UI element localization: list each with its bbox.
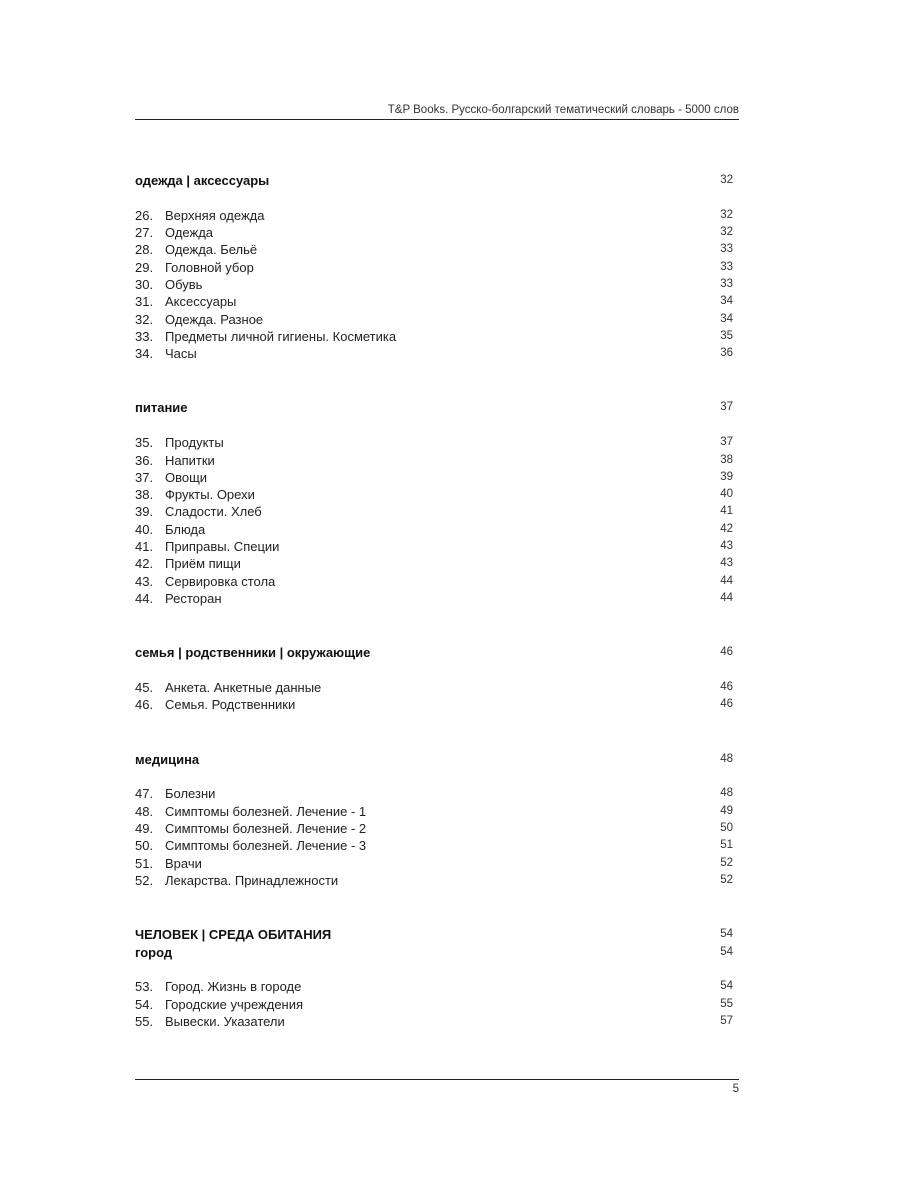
toc-page-number: 48 (720, 752, 733, 765)
toc-entry-number: 43. (135, 573, 154, 589)
footer-rule (135, 1079, 739, 1080)
toc-entry-title: Продукты (165, 435, 224, 451)
toc-entry[interactable] (135, 820, 733, 837)
toc-entry[interactable] (135, 837, 733, 854)
toc-entry[interactable] (135, 345, 733, 362)
toc-entry-number: 37. (135, 469, 154, 485)
toc-page-number: 52 (720, 873, 733, 886)
toc-entry-number: 53. (135, 979, 154, 995)
toc-page-number: 48 (720, 787, 733, 800)
toc-heading-title: питание (135, 400, 188, 416)
toc-entry[interactable] (135, 978, 733, 995)
toc-entry-number: 47. (135, 786, 154, 802)
toc-entry[interactable] (135, 276, 733, 293)
toc-entry-title: Предметы личной гигиены. Косметика (165, 328, 397, 344)
toc-page-number: 41 (720, 505, 733, 518)
toc-entry-number: 27. (135, 225, 154, 241)
toc-entry[interactable] (135, 521, 733, 538)
toc-page-number: 49 (720, 804, 733, 817)
toc-page-number: 52 (720, 856, 733, 869)
toc-page-number: 54 (720, 928, 733, 941)
toc-entry-title: Симптомы болезней. Лечение - 2 (165, 821, 367, 837)
toc-page-number: 33 (720, 260, 733, 273)
toc-heading-group (135, 172, 733, 189)
table-of-contents (135, 172, 733, 1067)
toc-entry[interactable] (135, 785, 733, 802)
toc-entry[interactable] (135, 679, 733, 696)
toc-heading-title: одежда | аксессуары (135, 173, 270, 188)
toc-entry[interactable] (135, 452, 733, 469)
toc-entry-title: Аксессуары (165, 294, 237, 310)
toc-heading-title: семья | родственники | окружающие (135, 645, 371, 661)
toc-entry[interactable] (135, 224, 733, 241)
toc-section-heading[interactable] (135, 926, 733, 943)
toc-heading-title: медицина (135, 751, 200, 767)
toc-heading-group (135, 399, 733, 416)
toc-entry-number: 35. (135, 435, 154, 451)
toc-page-number: 34 (720, 312, 733, 325)
toc-entry[interactable] (135, 293, 733, 310)
toc-entry-title: Фрукты. Орехи (165, 487, 255, 503)
toc-entry-number: 36. (135, 452, 154, 468)
toc-entry-title: Верхняя одежда (165, 207, 265, 223)
toc-entry-title: Головной убор (165, 259, 254, 275)
toc-entry-title: Одежда (165, 225, 214, 241)
toc-entry-title: Симптомы болезней. Лечение - 3 (165, 838, 367, 854)
toc-entry-number: 48. (135, 803, 154, 819)
toc-page-number: 33 (720, 277, 733, 290)
toc-page-number: 44 (720, 574, 733, 587)
toc-page-number: 33 (720, 243, 733, 256)
toc-page-number: 37 (720, 401, 733, 414)
toc-entry-title: Сладости. Хлеб (165, 504, 262, 520)
toc-entry-number: 39. (135, 504, 154, 520)
toc-entry[interactable] (135, 241, 733, 258)
toc-page-number: 46 (720, 698, 733, 711)
toc-page-number: 38 (720, 453, 733, 466)
toc-heading-group (135, 751, 733, 768)
toc-entry-title: Семья. Родственники (165, 697, 296, 713)
toc-page-number: 46 (720, 681, 733, 694)
toc-entry-number: 30. (135, 276, 154, 292)
toc-entry-number: 42. (135, 556, 154, 572)
toc-entry[interactable] (135, 696, 733, 713)
toc-section (135, 926, 733, 1030)
toc-section-heading[interactable] (135, 944, 733, 961)
toc-entry-title: Одежда. Бельё (165, 242, 258, 258)
page-number: 5 (732, 1083, 739, 1095)
toc-entry-number: 44. (135, 590, 154, 606)
toc-entry-title: Городские учреждения (165, 996, 304, 1012)
toc-entry-number: 45. (135, 680, 154, 696)
toc-entry-title: Блюда (165, 521, 206, 537)
toc-page-number: 43 (720, 540, 733, 553)
toc-entry[interactable] (135, 855, 733, 872)
toc-page-number: 50 (720, 822, 733, 835)
toc-page-number: 40 (720, 488, 733, 501)
header-rule (135, 119, 739, 120)
toc-section (135, 644, 733, 713)
toc-heading-group (135, 926, 733, 961)
toc-section (135, 751, 733, 890)
toc-entry[interactable] (135, 469, 733, 486)
toc-entry[interactable] (135, 555, 733, 572)
toc-entry-number: 52. (135, 872, 154, 888)
toc-entry[interactable] (135, 996, 733, 1013)
toc-entry-title: Обувь (165, 276, 203, 292)
toc-page-number: 34 (720, 295, 733, 308)
toc-entry-number: 32. (135, 311, 154, 327)
toc-page-number: 39 (720, 470, 733, 483)
toc-entry[interactable] (135, 872, 733, 889)
toc-section-heading[interactable] (135, 751, 733, 768)
toc-page-number: 57 (720, 1014, 733, 1027)
toc-entry-number: 55. (135, 1013, 154, 1029)
toc-page-number: 54 (720, 980, 733, 993)
toc-entry[interactable] (135, 434, 733, 451)
toc-entry-number: 29. (135, 259, 154, 275)
toc-entry-title: Овощи (165, 469, 208, 485)
toc-entry-number: 49. (135, 821, 154, 837)
toc-page-number: 32 (720, 208, 733, 221)
toc-page-number: 42 (720, 522, 733, 535)
toc-entry-number: 26. (135, 207, 154, 223)
toc-section (135, 399, 733, 607)
toc-entry-title: Врачи (165, 855, 202, 871)
toc-entry-title: Одежда. Разное (165, 311, 264, 327)
toc-page-number: 43 (720, 557, 733, 570)
toc-entry-title: Болезни (165, 786, 216, 802)
toc-section (135, 172, 733, 362)
toc-page-number: 32 (720, 226, 733, 239)
toc-entry-number: 34. (135, 346, 154, 362)
toc-entry-title: Приправы. Специи (165, 539, 280, 555)
toc-entry[interactable] (135, 207, 733, 224)
toc-entry[interactable] (135, 311, 733, 328)
toc-page-number: 44 (720, 591, 733, 604)
toc-entry-title: Симптомы болезней. Лечение - 1 (165, 803, 367, 819)
toc-page-number: 46 (720, 646, 733, 659)
toc-entry-title: Сервировка стола (165, 573, 276, 589)
toc-entry-title: Ресторан (165, 590, 222, 606)
toc-entry-number: 40. (135, 521, 154, 537)
toc-entry-number: 46. (135, 697, 154, 713)
toc-section-heading[interactable] (135, 399, 733, 416)
toc-section-heading[interactable] (135, 172, 733, 189)
toc-entry[interactable] (135, 328, 733, 345)
toc-page-number: 55 (720, 997, 733, 1010)
toc-entry-number: 31. (135, 294, 154, 310)
toc-entry-number: 41. (135, 539, 154, 555)
toc-page-number: 36 (720, 347, 733, 360)
toc-entry[interactable] (135, 259, 733, 276)
toc-entry-number: 54. (135, 996, 154, 1012)
toc-entry[interactable] (135, 803, 733, 820)
toc-entry-title: Приём пищи (165, 556, 241, 572)
toc-heading-title: ЧЕЛОВЕК | СРЕДА ОБИТАНИЯ (135, 927, 332, 943)
toc-heading-group (135, 644, 733, 661)
toc-page-number: 54 (720, 945, 733, 958)
toc-entry-number: 33. (135, 328, 154, 344)
toc-entry[interactable] (135, 1013, 733, 1030)
toc-entry[interactable] (135, 573, 733, 590)
toc-entry-title: Напитки (165, 452, 215, 468)
toc-entry-number: 51. (135, 855, 154, 871)
toc-entry-title: Город. Жизнь в городе (165, 979, 302, 995)
toc-entry-number: 50. (135, 838, 154, 854)
toc-entry-title: Часы (165, 346, 197, 362)
toc-section-heading[interactable] (135, 644, 733, 661)
toc-entry-number: 38. (135, 487, 154, 503)
toc-entry[interactable] (135, 590, 733, 607)
toc-page-number: 35 (720, 329, 733, 342)
toc-entry-title: Анкета. Анкетные данные (165, 680, 322, 696)
toc-page-number: 32 (720, 174, 733, 186)
toc-entry-number: 28. (135, 242, 154, 258)
toc-entry-title: Лекарства. Принадлежности (165, 872, 339, 888)
toc-entry[interactable] (135, 538, 733, 555)
toc-heading-title: город (135, 944, 173, 960)
toc-page-number: 51 (720, 839, 733, 852)
toc-page-number: 37 (720, 436, 733, 449)
toc-entry[interactable] (135, 486, 733, 503)
toc-entry[interactable] (135, 503, 733, 520)
running-header: T&P Books. Русско-болгарский тематический словарь - 5000 слов (387, 104, 739, 116)
toc-entry-title: Вывески. Указатели (165, 1013, 285, 1029)
